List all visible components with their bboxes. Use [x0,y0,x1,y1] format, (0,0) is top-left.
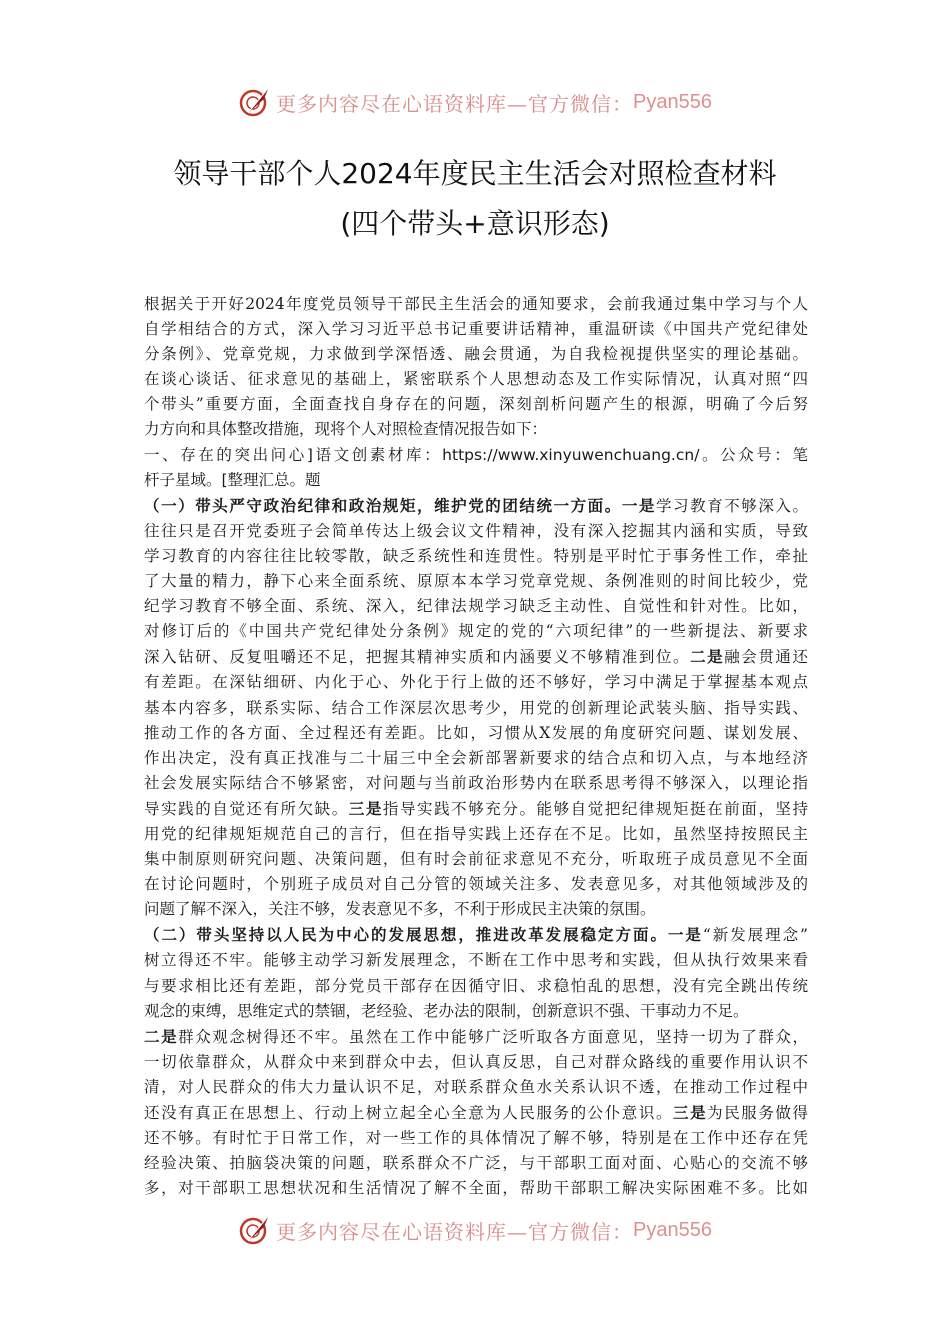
body-text: 导实践的自觉还有所欠缺。 [144,799,349,818]
banner-text: 更多内容尽在心语资料库—官方微信： [276,91,634,116]
section-heading: 一、存在的突出问心]语文创素材库：https://www.xinyuwenchuang.cn/。公众号：笔 [144,445,808,464]
intro-line: 在谈心谈话、征求意见的基础上，紧密联系个人思想动态及工作实际情况，认真对照“四 [144,370,808,389]
body-line: 观念的束缚，思维定式的禁锢，老经验、老办法的限制，创新意识不强、干事动力不足。 [144,1001,749,1020]
quill-logo-icon [238,1213,272,1247]
body-text: 还没有真正在思想上、行动上树立起全心全意为人民服务的公仆意识。 [144,1104,674,1122]
body-line: 推动工作的各方面、全过程还有差距。比如，习惯从X发展的角度研究问题、谋划发展、 [144,723,808,742]
body-line: 在讨论问题时，个别班子成员对自己分管的领域关注多、发表意见多，对其他领域涉及的 [144,875,808,894]
quill-logo-icon [238,85,272,119]
body-line: 与要求相比还有差距，部分党员干部存在因循守旧、求稳怕乱的思想，没有完全跳出传统 [144,976,808,995]
body-line [144,1024,808,1050]
point-text: “新发展理念” [702,926,808,945]
point-label: 一是 [667,925,703,945]
body-line: 对修订后的《中国共产党纪律处分条例》规定的党的“六项纪律”的一些新提法、新要求 [144,622,808,641]
document-title: 领导干部个人2024年度民主生活会对照检查材料 [173,157,777,190]
body-line: 问题了解不深入，关注不够，发表意见不多，不利于形成民主决策的氛围。 [144,900,656,919]
point-label: 二是 [144,1026,179,1046]
intro-line: 力方向和具体整改措施，现将个人对照检查情况报告如下： [144,420,548,439]
body-line [144,1100,808,1126]
body-line: 还不够。有时忙于日常工作，对一些工作的具体情况了解不够，特别是在工作中还存在凭 [144,1129,808,1148]
banner-wechat-id: Pyan556 [633,1218,712,1241]
header-banner [0,80,950,124]
subsection-heading-2 [144,922,808,948]
intro-line: 个带头”重要方面，全面查找自身存在的问题，深刻剖析问题产生的根源，明确了今后努 [144,395,808,414]
body-line: 树立得还不牢。能够主动学习新发展理念，不断在工作中思考和实践，但从执行效果来看 [144,951,808,970]
body-line: 集中制原则研究问题、决策问题，但有时会前征求意见不充分，听取班子成员意见不全面 [144,850,808,869]
body-line: 作出决定，没有真正找准与二十届三中全会新部署新要求的结合点和切入点，与本地经济 [144,748,808,767]
body-text: 深入钻研、反复咀嚼还不足，把握其精神实质和内涵要义不够精准到位。 [144,648,691,667]
document-body [144,292,808,1201]
body-line: 多，对干部职工思想状况和生活情况了解不全面，帮助干部职工解决实际困难不多。比如 [144,1179,808,1198]
point-text: 群众观念树得还不牢。虽然在工作中能够广泛听取各方面意见，坚持一切为了群众， [178,1027,808,1046]
intro-line: 分条例》、党章党规，力求做到学深悟透、融会贯通，为自我检视提供坚实的理论基础。 [144,345,808,364]
body-line: 学习教育的内容往往比较零散，缺乏系统性和连贯性。特别是平时忙于事务性工作，牵扯 [144,546,808,565]
body-line: 了大量的精力，静下心来全面系统、原原本本学习党章党规、条例准则的时间比较少，党 [144,572,808,591]
body-line: 有差距。在深钻细研、内化于心、外化于行上做的还不够好，学习中满足于掌握基本观点 [144,673,808,692]
intro-line: 自学相结合的方式，深入学习习近平总书记重要讲话精神，重温研读《中国共产党纪律处 [144,320,808,339]
point-text: 融会贯通还 [724,648,808,667]
point-text: 学习教育不够深入。 [655,496,808,515]
body-line: 清，对人民群众的伟大力量认识不足，对联系群众鱼水关系认识不透，在推动工作过程中 [144,1077,808,1096]
point-text: 指导实践不够充分。能够自觉把纪律规矩挺在前面，坚持 [382,799,808,818]
point-text: 为民服务做得 [707,1104,808,1122]
body-line: 纪学习教育不够全面、系统、深入，纪律法规学习缺乏主动性、自觉性和针对性。比如， [144,597,808,616]
body-line: 往往只是召开党委班子会简单传达上级会议文件精神，没有深入挖掘其内涵和实质，导致 [144,521,808,540]
point-label: 三是 [673,1103,708,1122]
point-label: 三是 [348,798,383,818]
body-line [144,644,808,670]
body-line: 用党的纪律规矩规范自己的言行，但在指导实践上还存在不足。比如，虽然坚持按照民主 [144,824,808,843]
subsection-title: （二）带头坚持以人民为中心的发展思想，推进改革发展稳定方面。 [144,925,668,945]
body-line: 基本内容多，联系实际、结合工作深层次思考少，用党的创新理论武装头脑、指导实践、 [144,698,808,717]
subsection-title: （一）带头严守政治纪律和政治规矩，维护党的团结统一方面。 [144,495,622,515]
body-line: 社会发展实际结合不够紧密，对问题与当前政治形势内在联系思考得不够深入，以理论指 [144,773,808,792]
banner-wechat-id: Pyan556 [633,90,712,113]
subsection-heading-1 [144,493,808,519]
intro-line: 根据关于开好2024年度党员领导干部民主生活会的通知要求，会前我通过集中学习与个人 [144,295,808,313]
body-line: 一切依靠群众，从群众中来到群众中去，但认真反思，自己对群众路线的重要作用认识不 [144,1052,808,1071]
footer-banner [0,1208,950,1252]
point-label: 二是 [690,647,725,667]
point-label: 一是 [621,495,656,515]
body-line [144,796,808,822]
document-subtitle: (四个带头+意识形态) [340,207,610,240]
body-line: 经验决策、拍脑袋决策的问题，联系群众不广泛，与干部职工面对面、心贴心的交流不够 [144,1154,808,1173]
banner-text: 更多内容尽在心语资料库—官方微信： [276,1219,634,1244]
section-heading-cont: 杆子星域。[整理汇总。题 [144,470,321,489]
